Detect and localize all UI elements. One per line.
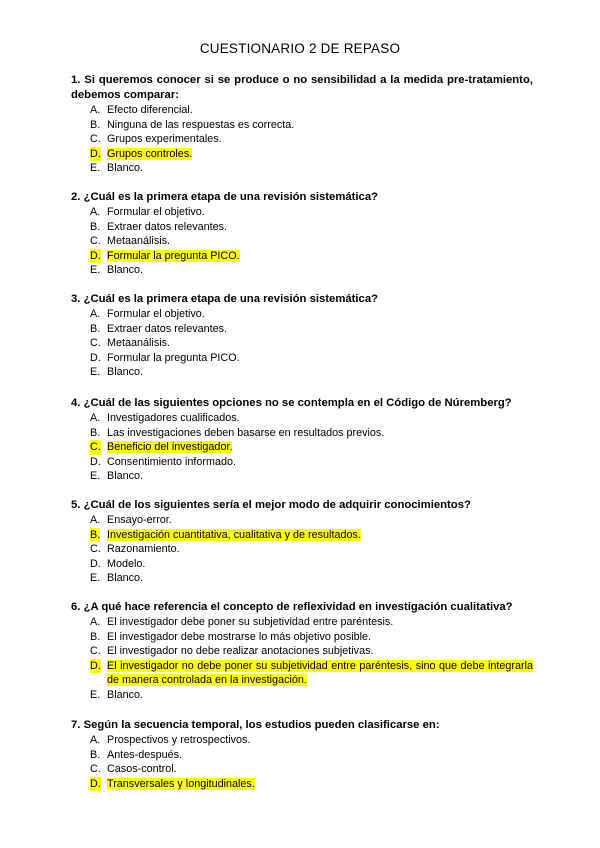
option-letter: D. [90, 557, 101, 570]
option-letter: E. [90, 162, 101, 175]
question-prompt: ¿Cuál de los siguientes sería el mejor modo de adquirir conocimientos? [83, 499, 471, 511]
option-a [71, 733, 533, 748]
question-number: 1. [71, 74, 81, 86]
option-c [71, 234, 533, 249]
option-text: Grupos controles. [107, 147, 193, 160]
option-letter: A. [90, 734, 101, 746]
option-d-highlighted [71, 147, 533, 162]
option-a [71, 513, 533, 528]
question-1 [71, 73, 533, 176]
option-b [71, 748, 533, 763]
option-text: Casos-control. [107, 763, 177, 776]
option-letter: B. [90, 220, 101, 233]
option-c-highlighted [71, 440, 533, 455]
option-text: Extraer datos relevantes. [107, 220, 228, 233]
option-letter: B. [90, 748, 101, 761]
option-b [71, 426, 533, 441]
option-e [71, 469, 533, 484]
option-c [71, 644, 533, 659]
option-letter: B. [90, 322, 101, 335]
option-list [71, 103, 533, 176]
question-number: 3. [71, 293, 81, 305]
option-letter: D. [90, 455, 101, 468]
option-text: Consentimiento informado. [107, 455, 237, 468]
question-3 [71, 292, 533, 380]
option-e [71, 688, 533, 703]
question-7 [71, 718, 533, 791]
option-text: El investigador no debe realizar anotaciones subjetivas. [107, 645, 374, 658]
option-letter: C. [90, 337, 101, 350]
option-d [71, 455, 533, 470]
option-letter: D. [90, 147, 101, 160]
question-text [71, 190, 533, 205]
option-text: Formular la pregunta PICO. [107, 249, 240, 262]
option-list [71, 733, 533, 791]
option-list [71, 411, 533, 484]
question-prompt: ¿A qué hace referencia el concepto de reflexividad en investigación cualitativa? [83, 601, 513, 613]
option-letter: C. [90, 441, 101, 454]
option-text: Blanco. [107, 162, 144, 175]
option-e [71, 571, 533, 586]
option-text: Ensayo-error. [107, 514, 172, 526]
option-text: Formular el objetivo. [107, 206, 205, 218]
option-list [71, 307, 533, 380]
question-text [71, 292, 533, 307]
option-list [71, 513, 533, 586]
question-number: 4. [71, 397, 81, 409]
option-text: Modelo. [107, 557, 146, 570]
option-letter: A. [90, 206, 101, 218]
option-c [71, 542, 533, 557]
option-text: Investigación cuantitativa, cualitativa y de resultados. [107, 528, 361, 541]
option-a [71, 411, 533, 426]
option-letter: C. [90, 543, 101, 556]
question-number: 6. [71, 601, 81, 613]
option-letter: B. [90, 426, 101, 439]
option-text: Ninguna de las respuestas es correcta. [107, 118, 295, 131]
option-d-highlighted [71, 659, 533, 688]
option-letter: A. [90, 308, 101, 320]
option-letter: D. [90, 249, 101, 262]
question-number: 5. [71, 499, 81, 511]
option-text: El investigador no debe poner su subjetividad entre paréntesis, sino que debe integrarla de manera controlada en la investigación. [107, 659, 533, 687]
option-text: Investigadores cualificados. [107, 412, 240, 424]
option-b [71, 118, 533, 133]
question-prompt: Según la secuencia temporal, los estudios pueden clasificarse en: [83, 719, 440, 731]
option-letter: A. [90, 412, 101, 424]
option-letter: E. [90, 688, 101, 701]
option-text: Blanco. [107, 366, 144, 379]
question-4 [71, 396, 533, 484]
option-d-highlighted [71, 249, 533, 264]
question-text [71, 396, 533, 411]
option-d [71, 557, 533, 572]
option-d-highlighted [71, 777, 533, 792]
option-a [71, 307, 533, 322]
option-c [71, 132, 533, 147]
option-a [71, 615, 533, 630]
option-text: Metaanálisis. [107, 337, 171, 350]
option-text: El investigador debe poner su subjetividad entre paréntesis. [107, 616, 394, 628]
option-text: Formular el objetivo. [107, 308, 205, 320]
option-text: Transversales y longitudinales. [107, 777, 255, 790]
question-prompt: ¿Cuál es la primera etapa de una revisión sistemática? [83, 293, 379, 305]
option-text: Beneficio del investigador. [107, 441, 233, 454]
option-text: Blanco. [107, 688, 144, 701]
option-letter: B. [90, 118, 101, 131]
option-letter: D. [90, 777, 101, 790]
option-list [71, 205, 533, 278]
question-text [71, 498, 533, 513]
option-letter: C. [90, 133, 101, 146]
question-5 [71, 498, 533, 586]
question-2 [71, 190, 533, 278]
option-letter: C. [90, 763, 101, 776]
option-e [71, 365, 533, 380]
option-text: Formular la pregunta PICO. [107, 351, 240, 364]
question-prompt: ¿Cuál es la primera etapa de una revisión sistemática? [83, 191, 379, 203]
document-title: CUESTIONARIO 2 DE REPASO [199, 41, 401, 56]
option-text: Grupos experimentales. [107, 133, 222, 146]
option-text: Blanco. [107, 572, 144, 585]
option-c [71, 336, 533, 351]
option-b [71, 220, 533, 235]
option-text: Las investigaciones deben basarse en resultados previos. [107, 426, 385, 439]
question-number: 7. [71, 719, 81, 731]
option-d [71, 351, 533, 366]
question-text [71, 600, 533, 615]
question-number: 2. [71, 191, 81, 203]
option-list [71, 615, 533, 703]
option-text: Razonamiento. [107, 543, 180, 556]
option-letter: B. [90, 630, 101, 643]
option-a [71, 103, 533, 118]
question-text [71, 73, 533, 103]
option-letter: E. [90, 366, 101, 379]
option-e [71, 161, 533, 176]
option-letter: A. [90, 616, 101, 628]
option-text: Prospectivos y retrospectivos. [107, 734, 251, 746]
option-letter: C. [90, 235, 101, 248]
option-e [71, 263, 533, 278]
option-letter: E. [90, 572, 101, 585]
option-text: Efecto diferencial. [107, 104, 193, 116]
option-letter: C. [90, 645, 101, 658]
option-text: Blanco. [107, 264, 144, 277]
question-prompt: ¿Cuál de las siguientes opciones no se contempla en el Código de Núremberg? [83, 397, 512, 409]
option-text: Blanco. [107, 470, 144, 483]
option-text: Extraer datos relevantes. [107, 322, 228, 335]
option-b [71, 630, 533, 645]
option-b-highlighted [71, 528, 533, 543]
question-text [71, 718, 533, 733]
question-prompt: Si queremos conocer si se produce o no sensibilidad a la medida pre-tratamiento, debemos comparar: [71, 74, 533, 101]
option-letter: E. [90, 470, 101, 483]
option-b [71, 322, 533, 337]
option-c [71, 762, 533, 777]
question-6 [71, 600, 533, 703]
option-letter: E. [90, 264, 101, 277]
option-text: El investigador debe mostrarse lo más objetivo posible. [107, 630, 372, 643]
option-letter: A. [90, 104, 101, 116]
option-a [71, 205, 533, 220]
option-letter: A. [90, 514, 101, 526]
option-letter: B. [90, 528, 101, 541]
option-letter: D. [90, 659, 101, 672]
option-letter: D. [90, 351, 101, 364]
option-text: Antes-después. [107, 748, 183, 761]
option-text: Metaanálisis. [107, 235, 171, 248]
